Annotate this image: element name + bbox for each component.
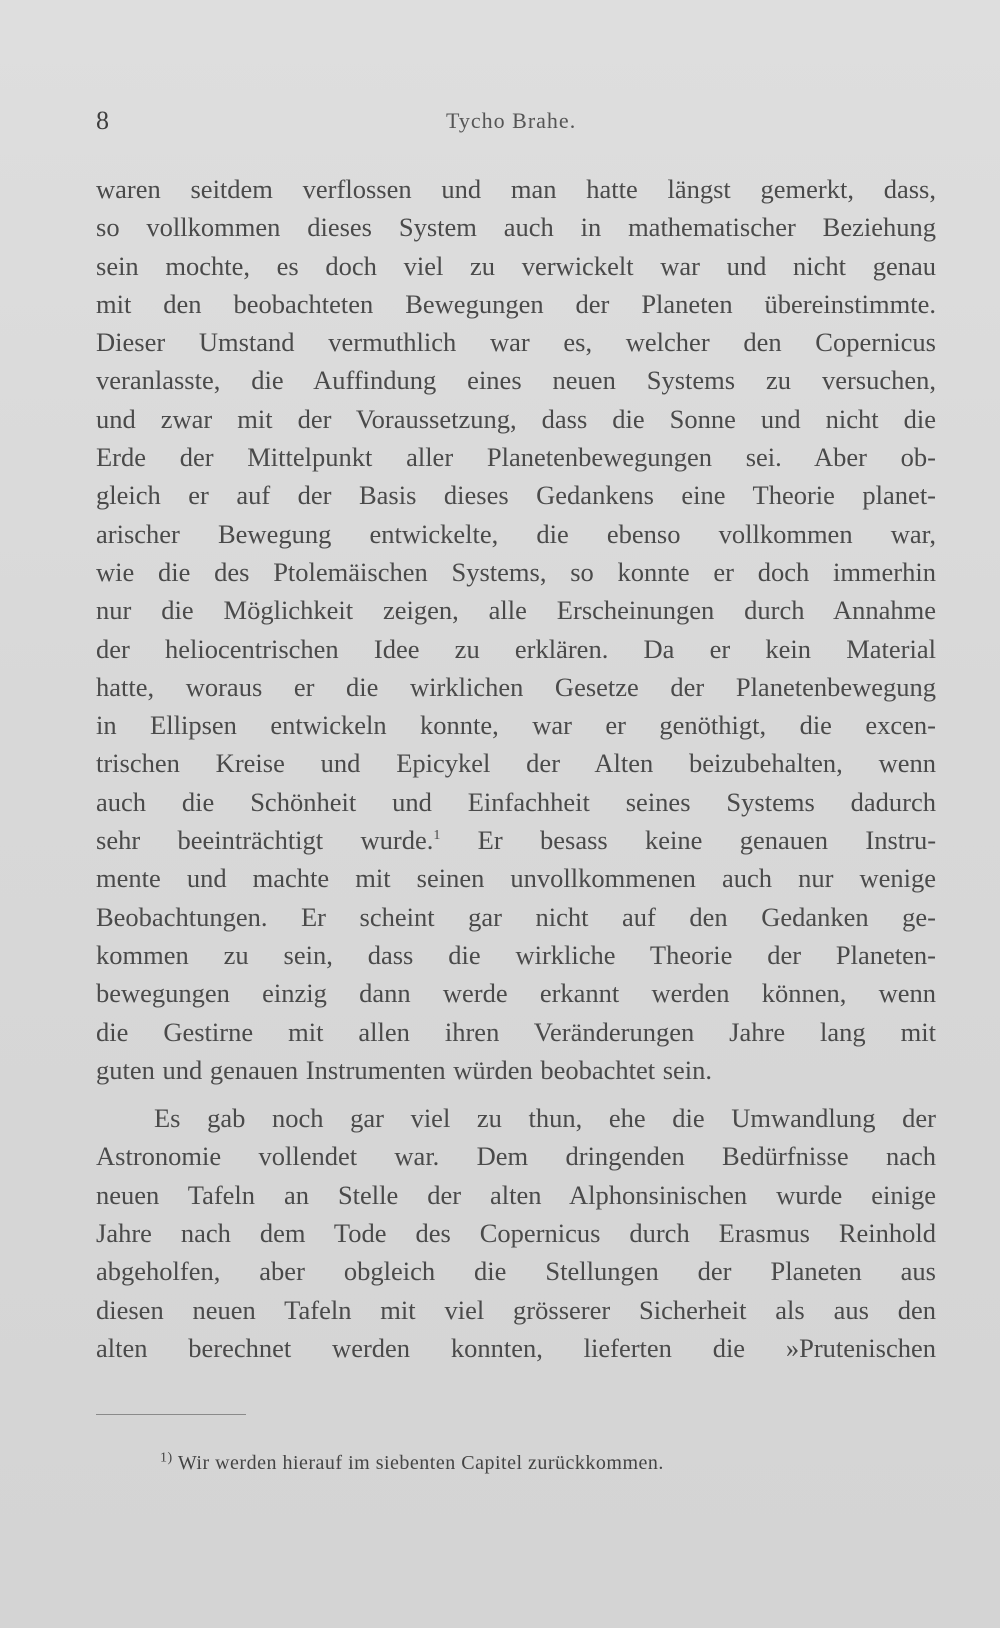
footnote-marker: 1) [160,1450,173,1466]
text-segment: Er besass keine genauen Instru- [477,825,937,856]
text-line: alten berechnet werden konnten, lieferten die »Prutenischen [96,1332,936,1363]
text-line: mente und machte mit seinen unvollkommenen auch nur wenige [96,863,936,894]
text-line: Erde der Mittelpunkt aller Planetenbewegungen sei. Aber ob- [96,442,936,473]
footnote-text: Wir werden hierauf im siebenten Capitel zurückkommen. [177,1452,664,1474]
text-line: waren seitdem verflossen und man hatte längst gemerkt, dass, [96,174,936,204]
text-line: auch die Schönheit und Einfachheit seines Systems dadurch [96,786,936,817]
body-text [96,170,936,1367]
text-line: guten und genauen Instrumenten würden beobachtet sein. [96,1054,713,1085]
text-line: Dieser Umstand vermuthlich war es, welcher den Copernicus [96,327,936,358]
text-line: neuen Tafeln an Stelle der alten Alphonsinischen wurde einige [96,1179,936,1210]
text-line: diesen neuen Tafeln mit viel grösserer Sicherheit als aus den [96,1294,936,1325]
text-line: arischer Bewegung entwickelte, die ebenso vollkommen war, [96,518,936,549]
text-line: abgeholfen, aber obgleich die Stellungen der Planeten aus [96,1256,936,1287]
text-line: gleich er auf der Basis dieses Gedankens eine Theorie planet- [96,480,936,511]
page-number: 8 [96,106,109,135]
text-line: Beobachtungen. Er scheint gar nicht auf den Gedanken ge- [96,901,936,932]
page-header [96,104,936,138]
text-line: hatte, woraus er die wirklichen Gesetze der Planetenbewegung [96,671,936,702]
footnote-divider [96,1414,246,1415]
text-line: wie die des Ptolemäischen Systems, so konnte er doch immerhin [96,556,936,587]
footnote [160,1448,664,1478]
paragraph-gap [96,1089,936,1099]
text-line: Jahre nach dem Tode des Copernicus durch Erasmus Reinhold [96,1218,936,1249]
footnote-reference: 1 [433,828,441,844]
text-line: Es gab noch gar viel zu thun, ehe die Umwandlung der [154,1103,936,1134]
text-line: trischen Kreise und Epicykel der Alten beizubehalten, wenn [96,748,936,779]
text-segment: sehr beeinträchtigt wurde. [96,825,434,856]
text-line: veranlasste, die Auffindung eines neuen Systems zu versuchen, [96,365,936,396]
text-line-with-footnote [96,821,936,859]
text-line: Astronomie vollendet war. Dem dringenden Bedürfnisse nach [96,1141,936,1172]
text-line: und zwar mit der Voraussetzung, dass die Sonne und nicht die [96,403,936,434]
text-line: in Ellipsen entwickeln konnte, war er genöthigt, die excen- [96,710,936,741]
text-line: kommen zu sein, dass die wirkliche Theorie der Planeten- [96,939,936,970]
text-line: mit den beobachteten Bewegungen der Planeten übereinstimmte. [96,288,936,319]
text-line: bewegungen einzig dann werde erkannt werden können, wenn [96,978,936,1009]
text-line: die Gestirne mit allen ihren Veränderungen Jahre lang mit [96,1016,936,1047]
text-line: der heliocentrischen Idee zu erklären. Da er kein Material [96,633,936,664]
text-line: nur die Möglichkeit zeigen, alle Erscheinungen durch Annahme [96,595,936,626]
text-line: sein mochte, es doch viel zu verwickelt war und nicht genau [96,250,936,281]
text-line: so vollkommen dieses System auch in mathematischer Beziehung [96,212,936,243]
running-head: Tycho Brahe. [446,108,577,133]
